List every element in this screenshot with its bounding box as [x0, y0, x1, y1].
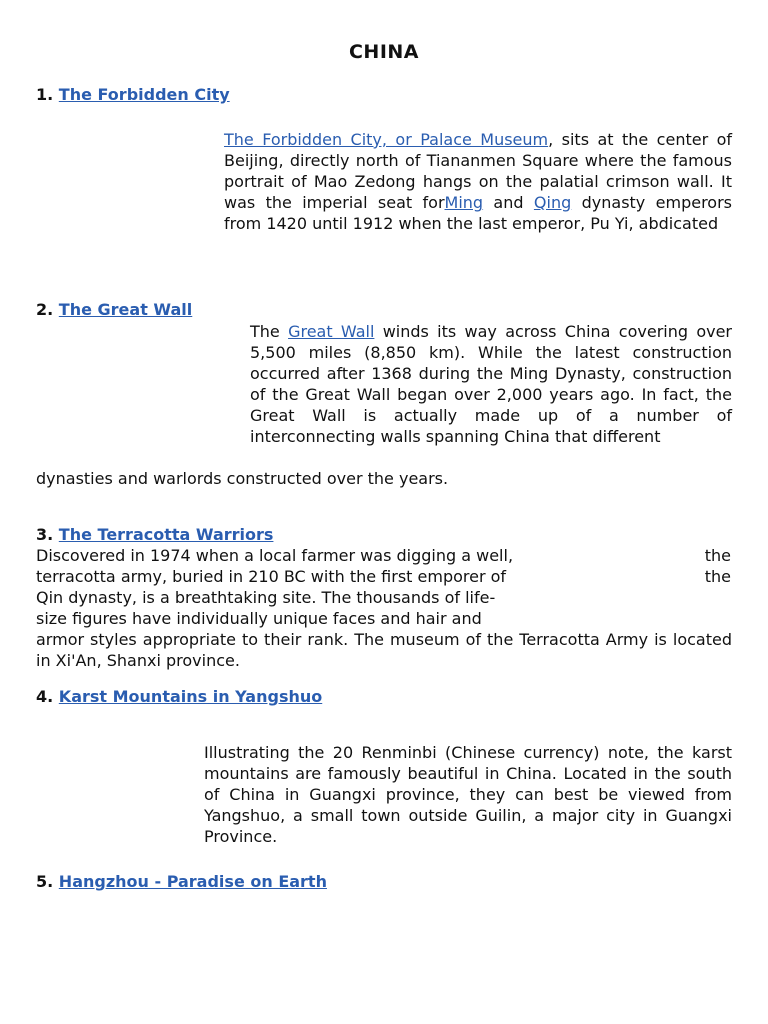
- paragraph-text: dynasty emperors from 1420 until 1912 when the last emperor, Pu Yi, abdicated: [224, 193, 732, 233]
- terracotta-line-3: Qin dynasty, is a breathtaking site. The thousands of life-: [36, 588, 496, 607]
- palace-museum-link[interactable]: The Forbidden City, or Palace Museum: [224, 130, 549, 149]
- terracotta-line-1: Discovered in 1974 when a local farmer was digging a well,: [36, 546, 514, 565]
- terracotta-paragraph-tail: armor styles appropriate to their rank. The museum of the Terracotta Army is located in Xi'An, Shanxi province.: [36, 630, 732, 670]
- great-wall-link[interactable]: Great Wall: [288, 322, 375, 341]
- terracotta-line-2-end: the: [704, 567, 731, 586]
- terracotta-line-4: size figures have individually unique faces and hair and: [36, 609, 482, 628]
- section-number: 4.: [36, 687, 54, 706]
- forbidden-city-paragraph: [224, 129, 732, 234]
- karst-mountains-heading-link[interactable]: Karst Mountains in Yangshuo: [58, 687, 323, 706]
- section-heading-1: [36, 84, 230, 105]
- great-wall-paragraph: [250, 321, 732, 447]
- section-heading-2: [36, 299, 192, 320]
- paragraph-text: and: [483, 193, 534, 212]
- karst-mountains-paragraph: Illustrating the 20 Renminbi (Chinese currency) note, the karst mountains are famously beautiful in China. Located in the south of China in Guangxi province, they can best be viewed from Yangshuo, a small town outside Guilin, a major city in Guangxi Province.: [204, 743, 732, 846]
- terracotta-line-2: terracotta army, buried in 210 BC with the first emporer of: [36, 567, 507, 586]
- section-number: 1.: [36, 85, 54, 104]
- hangzhou-heading-link[interactable]: Hangzhou - Paradise on Earth: [58, 872, 327, 891]
- ming-link[interactable]: Ming: [444, 193, 484, 212]
- section-number: 3.: [36, 525, 54, 544]
- section-heading-4: [36, 686, 322, 707]
- page-title: CHINA: [348, 41, 420, 63]
- section-number: 2.: [36, 300, 54, 319]
- great-wall-paragraph-tail: dynasties and warlords constructed over the years.: [36, 469, 449, 488]
- paragraph-text: The: [250, 322, 289, 341]
- paragraph-text: winds its way across China covering over 5,500 miles (8,850 km). While the latest construction occurred after 1368 during the Ming Dynasty, construction of the Great Wall began over 2,000 years ago. In fact, the Great Wall is actually made up of a number of interconnecting walls spanning China that different: [250, 322, 732, 446]
- great-wall-heading-link[interactable]: The Great Wall: [58, 300, 193, 319]
- qing-link[interactable]: Qing: [533, 193, 572, 212]
- forbidden-city-heading-link[interactable]: The Forbidden City: [58, 85, 230, 104]
- terracotta-warriors-heading-link[interactable]: The Terracotta Warriors: [58, 525, 274, 544]
- terracotta-line-1-end: the: [704, 546, 731, 565]
- section-number: 5.: [36, 872, 54, 891]
- section-heading-3: [36, 524, 273, 545]
- section-heading-5: [36, 871, 327, 892]
- paragraph-text: , sits at the center of Beijing, directly north of Tiananmen Square where the famous portrait of Mao Zedong hangs on the palatial crimson wall. It was the imperial seat for: [224, 130, 733, 212]
